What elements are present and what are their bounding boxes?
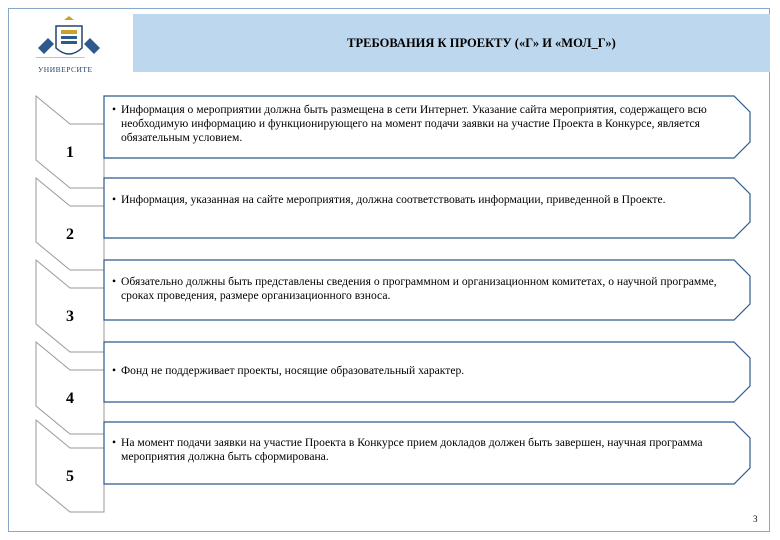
step-marker-3	[36, 260, 104, 352]
requirement-item-5	[104, 422, 750, 484]
page-number: 3	[753, 514, 758, 524]
requirement-text: Обязательно должны быть представлены сведения о программном и организационном комитетах, о научной программе, сроках проведения, размере организационного взноса.	[121, 275, 717, 302]
step-marker-2	[36, 178, 104, 270]
bullet: •	[112, 364, 117, 377]
requirement-item-2	[104, 178, 750, 238]
requirement-item-1	[104, 96, 750, 158]
requirement-text: Информация о мероприятии должна быть размещена в сети Интернет. Указание сайта мероприятия, содержащего всю необходимую информацию и функционирующего на момент подачи заявки на участие Проекта в Конкурсе, является обязательным условием.	[121, 103, 707, 144]
step-number: 3	[66, 308, 74, 325]
step-number: 2	[66, 226, 74, 243]
requirement-item-4	[104, 342, 750, 402]
step-marker-5	[36, 420, 104, 512]
step-number: 1	[66, 144, 74, 161]
bullet: •	[112, 103, 117, 116]
step-marker-1	[36, 96, 104, 188]
bullet: •	[112, 436, 117, 449]
bullet: •	[112, 193, 117, 206]
step-number: 4	[66, 390, 74, 407]
page-title: ТРЕБОВАНИЯ К ПРОЕКТУ («Г» И «МОЛ_Г»)	[347, 35, 616, 50]
requirement-item-3	[104, 260, 750, 320]
logo-text: УНИВЕРСИТЕ	[38, 65, 93, 74]
header-banner	[133, 14, 770, 72]
university-logo: ~~~~~~~~~~~~~~~~~~	[34, 14, 104, 78]
requirement-text: На момент подачи заявки на участие Проекта в Конкурсе прием докладов должен быть завершен, научная программа мероприятия должна быть сформирована.	[121, 436, 703, 463]
step-number: 5	[66, 468, 74, 485]
bullet: •	[112, 275, 117, 288]
requirement-text: Информация, указанная на сайте мероприятия, должна соответствовать информации, приведенной в Проекте.	[121, 193, 666, 206]
requirement-text: Фонд не поддерживает проекты, носящие образовательный характер.	[121, 364, 465, 377]
